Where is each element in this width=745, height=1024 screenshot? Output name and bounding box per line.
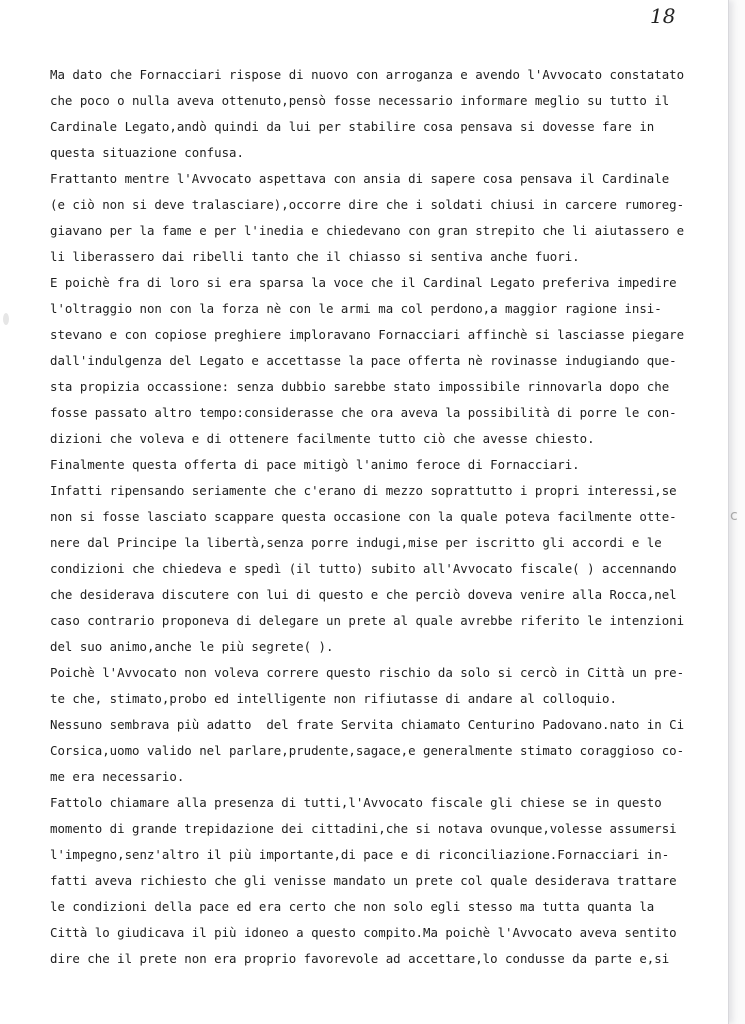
text-line: questa situazione confusa. — [50, 145, 244, 160]
text-line: me era necessario. — [50, 769, 185, 784]
text-line: dall'indulgenza del Legato e accettasse la pace offerta nè rovinasse indugiando que- — [50, 353, 677, 368]
text-line: che poco o nulla aveva ottenuto,pensò fosse necessario informare meglio su tutto il — [50, 93, 670, 108]
text-line: dire che il prete non era proprio favorevole ad accettare,lo condusse da parte e,si — [50, 951, 670, 966]
text-line: caso contrario proponeva di delegare un prete al quale avrebbe riferito le intenzioni — [50, 613, 685, 628]
text-line: le condizioni della pace ed era certo che non solo egli stesso ma tutta quanta la — [50, 899, 655, 914]
text-line: sta propizia occassione: senza dubbio sarebbe stato impossibile rinnovarla dopo che — [50, 379, 670, 394]
text-line: stevano e con copiose preghiere imploravano Fornacciari affinchè si lasciasse piegare — [50, 327, 685, 342]
text-line: Ma dato che Fornacciari rispose di nuovo con arroganza e avendo l'Avvocato constatato — [50, 67, 685, 82]
text-line: Fattolo chiamare alla presenza di tutti,l'Avvocato fiscale gli chiese se in questo — [50, 795, 662, 810]
text-line: non si fosse lasciato scappare questa occasione con la quale poteva facilmente otte- — [50, 509, 677, 524]
typewritten-text — [50, 62, 730, 972]
text-line: giavano per la fame e per l'inedia e chiedevano con gran strepito che li aiutassero e — [50, 223, 685, 238]
text-line: li liberassero dai ribelli tanto che il chiasso si sentiva anche fuori. — [50, 249, 580, 264]
text-line: Finalmente questa offerta di pace mitigò l'animo feroce di Fornacciari. — [50, 457, 580, 472]
text-line: momento di grande trepidazione dei cittadini,che si notava ovunque,volesse assumersi — [50, 821, 677, 836]
page-number: 18 — [650, 4, 676, 28]
text-line: E poichè fra di loro si era sparsa la voce che il Cardinal Legato preferiva impedire — [50, 275, 677, 290]
text-line: Infatti ripensando seriamente che c'erano di mezzo soprattutto i propri interessi,se — [50, 483, 677, 498]
text-line: fosse passato altro tempo:considerasse che ora aveva la possibilità di porre le con- — [50, 405, 677, 420]
text-line: (e ciò non si deve tralasciare),occorre dire che i soldati chiusi in carcere rumoreg- — [50, 197, 685, 212]
text-line: condizioni che chiedeva e spedì (il tutto) subito all'Avvocato fiscale( ) accennando — [50, 561, 677, 576]
text-line: fatti aveva richiesto che gli venisse mandato un prete col quale desiderava trattare — [50, 873, 677, 888]
text-line: del suo animo,anche le più segrete( ). — [50, 639, 334, 654]
text-line: Frattanto mentre l'Avvocato aspettava con ansia di sapere cosa pensava il Cardinale — [50, 171, 670, 186]
text-line: nere dal Principe la libertà,senza porre indugi,mise per iscritto gli accordi e le — [50, 535, 662, 550]
edge-mark: c — [730, 508, 738, 524]
text-line: te che, stimato,probo ed intelligente non rifiutasse di andare al colloquio. — [50, 691, 617, 706]
text-line: Cardinale Legato,andò quindi da lui per stabilire cosa pensava si dovesse fare in — [50, 119, 655, 134]
text-line: l'impegno,senz'altro il più importante,di pace e di riconciliazione.Fornacciari in- — [50, 847, 670, 862]
text-line: dizioni che voleva e di ottenere facilmente tutto ciò che avesse chiesto. — [50, 431, 595, 446]
text-line: Nessuno sembrava più adatto del frate Servita chiamato Centurino Padovano.nato in Ci — [50, 717, 685, 732]
text-line: Città lo giudicava il più idoneo a questo compito.Ma poichè l'Avvocato aveva sentito — [50, 925, 677, 940]
text-line: che desiderava discutere con lui di questo e che perciò doveva venire alla Rocca,nel — [50, 587, 677, 602]
punch-hole-mark — [3, 313, 9, 325]
text-line: Poichè l'Avvocato non voleva correre questo rischio da solo si cercò in Città un pre- — [50, 665, 685, 680]
text-line: l'oltraggio non con la forza nè con le armi ma col perdono,a maggior ragione insi- — [50, 301, 662, 316]
text-line: Corsica,uomo valido nel parlare,prudente,sagace,e generalmente stimato coraggioso co- — [50, 743, 685, 758]
